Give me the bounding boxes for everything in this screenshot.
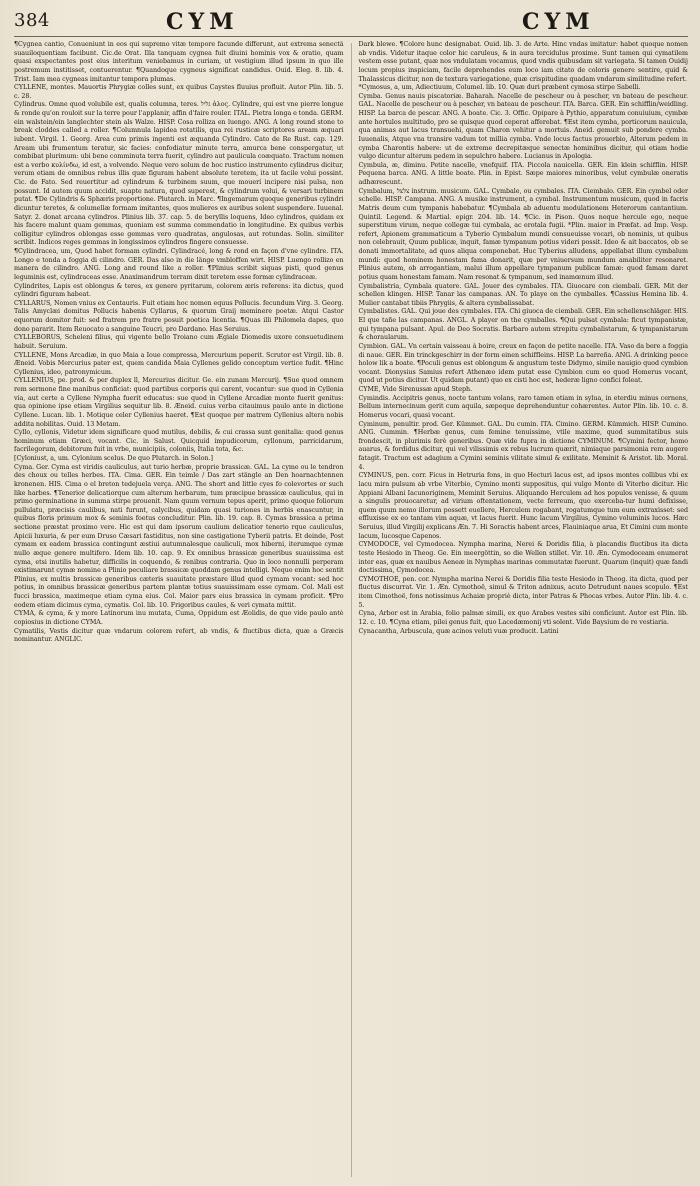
entry-paragraph: Cylindrites, Lapis est oblongus & teres, ex genere pyritarum, colorem æris referens: ita dictus, quod cylindri figuram habeat. (14, 282, 344, 299)
entry-paragraph: Cymbalistria, Cymbala quatere. GAL. Jouer des cymbales. ITA. Giuocare con ciembali. GER. Mit der schellen klingen. HISP. Tanar las campanas. AN. To playe on the cymballes. ¶Cassius Hemina lib. 4. Mulier cantabat tibiis Phrygiis, & altera cymbalissabat. (358, 282, 688, 307)
two-column-body (14, 41, 688, 1181)
entry-paragraph: CYLLEBORUS, Scheleni filius, qui vigente bello Troiano cum Ægiale Diomedis uxore consuetudinem habuit. Seruium. (14, 334, 344, 350)
left-column (14, 41, 344, 1181)
page-number: 384 (14, 10, 50, 31)
entry-paragraph: CYLLENE, montes. Mauortis Phrygiæ colles sunt, ex quibus Caystes fluuius profluit. Autor Plin. lib. 5. c. 28. (14, 84, 344, 100)
entry-paragraph: *Cymosus, a, um, Adiectiuum, Columel. lib. 10. Quæ duri præbent cymosa stirpe Sabelli. (358, 84, 641, 92)
entry-paragraph: Cymindis. Accipitris genus, nocte tantum volans, raro tamen etiam in sylua, in eterdiu minus cernens, Bellum internecinum gerit cum aquila, sæpeque deprehenduntur cohærentes. Autor Plin. lib. 10. c. 8. Homerus vocari, quasi vocant. (358, 394, 688, 419)
column-divider (351, 43, 352, 1177)
left-running-head: CYM (166, 9, 239, 35)
entry-paragraph: CYMODOCE, vel Cymodocea. Nympha marina, Nerei & Doridis filia, à placandis fluctibus ita dicta teste Hesiodo in Theog. Ge. Ein meergöttin, so die Wellen stillet. Vir. 10. Æn. Cymodoceam enumerat inter eas, quæ ex nauibus Aeneæ in Nymphas marinas commutatæ fuerunt. Quarum (inquit) quæ fandi doctissima, Cymodocea. (358, 541, 688, 575)
entry-paragraph: Cymbalum, צלצל instrum. musicum. GAL. Cymbale, ou cymbales. ITA. Ciembalo. GER. Ein cymbel oder schelle. HISP. Campana. ANG. A musike instrument, a cymbal. Instrumentum musicum, quod in facris Matris deum cum tympanis habebatur. ¶Cymbala ab aduentu modulationem Heterorum cantantium. Quintil. Legend. & Martial. epigr. 204. lib. 14. ¶Cic. in Pison. Quos neque hercule ego, neque superstitum virum, neque collegæ tui cymbala, ac erotala fugii. *Plin. maior in Præfat. ad Imp. Vesp. refert, Apionem grammaticum a Tyberio Cymbalum mundi consueuisse vocari, ob nominis, ut quibus non celebrauit, Quum publicæ, inquit, famæ tympanum potius videri possit. Ideo & ait baccatos, ob se donati immortalitate, ad quos aliqua componebat. Huc Tyberius alludens, appellabat illum cymbalum mundi: quod hominem honestam fama donarit, quæ per vniuersum mundum amabiliter resonaret. Plinius autem, ob arrogantiam, malui illum appellare tympanum publicæ famæ: quod famam daret potius quam honestam famam. Nam resonat & tympanum, sed inamœnum illud. (358, 187, 688, 281)
entry-paragraph: Cynacantha, Arbuscula, quæ acinos veluti vuæ producit. Latini (358, 627, 559, 635)
entry-paragraph: Cymba. Genus nauis piscatoriæ. Baharah. Nacelle de pescheur ou à pescher, vn bateau de pescheur. GAL. Nacelle de pescheur ou à pescher, vn bateau de pescheur. ITA. Barca. GER. Ein schifflin/weidling. HISP. La barca de pescar. ANG. A boate. Cic. 3. Offic. Opipare à Pythio, apparatum conuiuium, cymbæ ante hortulos multitudo, pro se quisque quod ceperat afferebat. ¶Est item cymba, porticorum nauicula, qua animas aut lacus transuehi, quam Charon vehitur a mortuis. Aneid. gemuit sub pondere cymba. Iuuenalis, Atque vna transire vadum tot millia cymba. Vnde locus factus prouerbio, Alterum pedem in cymba Charontis habere: ut de extreme decrepitæque senectæ hominibus dicitur, qui etiam hodie vulgo dicuntur alterum pedem in sepulchro habere. Lucianus in Apologia. (358, 92, 688, 161)
right-running-head: CYM (522, 9, 595, 35)
entry-paragraph: CYLLARUS, Nomen vnius ex Centauris. Fuit etiam hoc nomen equus Pollucis. fecundum Virg. 3. Georg. Talis Amyclæi domitus Pollucis habenis Cyllarus, & quorum Graij meminere poetæ. Atqui Castor equorum domitor fuit: sed fratrem pro fratre posuit poetica licentia. ¶Quas illi Philomela dapes, quo dono pararit. Item Reuocato a sanguine Teucri, pro Dardano. Has Seruius. (14, 299, 344, 333)
right-column (358, 41, 688, 1181)
entry-paragraph: Cyminum, penultir. prod. Ger. Kümmet. GAL. Du cumin. ITA. Cimino. GERM. Kümmich. HISP. Cumino. ANG. Cummin. ¶Herbæ genus, cum femine tenuissime, vtile maxime, quod summitatibus suis frondescit, in plurimis ferè generibus. Quæ vide fupra in dictione CYMINUM. ¶Cymini fector, homo auarus, & fordidus dicitur, qui vel vilissimis ex rebus lucrum quærit, nimiaque parsimonia rem augere fatagit. Tractum est adagium a Cymini seminis vilitate simul & exilitate. Meminit & Aristot. lib. Moral. 4. (358, 420, 688, 471)
entry-paragraph: CYLLENIUS, pe. prod. & per duplex ll, Mercurius dicitur. Ge. ein zunam Mercurij. ¶Sue quod omnem rem sermone fine manibus conficiat: quod partibus corporis qui carent, vocantur: sue quod in Cyllenia via, aut certe a Cyllene Nympha fuerit educatus: sue quod in Cyllene Arcadiæ monte fuerit genitus: qua opinione ipse etiam Virgilius sequitur lib. 8. Æneid. cuius verba citauimus paulo ante in dictione Cyllene. Lucan. lib. 1. Motique celer Cyllenius haeret. ¶Est quoque per matrem Cyllenius altera nobis addita nobilitas. Ouid. 13 Metam. (14, 377, 344, 428)
entry-paragraph: CYME, Vide Sirenussæ apud Steph. (358, 386, 473, 393)
entry-paragraph: CYMOTHOE, pen. cor. Nympha marina Nerei & Doridis filia teste Hesiodo in Theog. ita dicta, quod per fluctus discurrat. Vir. 1. Æn. Cymothoë, simul & Triton adnixus, acuto Detrudunt naues scopulo. ¶Est item Cimothoë, fons notissimus Achaiæ propriè dicta, inter Patras & Phocas vrbes. Autor Plin. lib. 4. c. 5. (358, 575, 688, 609)
entry-paragraph: Cyna, Arbor est in Arabia, folio palmæ simili, ex quo Arabes vestes sibi conficiunt. Autor est Plin. lib. 12. c. 10. ¶Cyna etiam, pilei genus fuit, quo Lacedæmonij vti solent. Vide Baysium de re vestiaria. (358, 610, 688, 626)
entry-paragraph: [Cyloniust, a, um. Cylonium scelus. De quo Plutarch. in Solon.] (14, 455, 213, 462)
page-header (14, 10, 688, 37)
entry-paragraph: Dark blewe. ¶Colore hunc designabat. Ouid. lib. 3. de Arte. Hinc vndas imitatur: habet quoque nomen ab vndis. Videtur itaque color hic caruleus, & in aura tercidulus proxime. Sunt tamen qui cymatilem vestem esse putant, quæ nos vndulatam vocamus, quod vndis quibusdam sit variegata. Si tamen Ouidij locum propius inspiciam, facile deprehendes eum loco iam citato de coloris genere sentire, quid & Thalassicus dicitur, non de textura variegatione, quæ crispitudine quadam vndarum similitudine refert. (358, 41, 688, 83)
entry-paragraph: CYMINUS, pen. corr. Ficus in Hetruria fons, in quo Hecturi lacus est, ad ipsos montes collibus vbi ex lacu mira pulsum ab vrbe Viterbio, Cymino monti suppositus, qui vulgo Monte di Viterbo dicitur. Hic Appiani Albani Iacunoriginem, Meminit Seruius. Aliquando Herculem ad hos populos venisse, & quum a singulis prouocaretur, ad virium oftentationem, vecte ferreum, quo exerceba-tur humi defixisse, quem quum nemo illorum possett euellere, Herculem rogabant, rogatumque tum eum extraxisset: sed effluxisse ex eo tantam vim aquæ, vt lacus fuerit. Hunc lacum Virgilius, Cymino voluminis lucos. Hæc Seruius, illud Virgilij explicans Æn. 7. Hi Soractis habent arces, Flauiniaque arua, Et Cimini cum monte lacum, lucosque Capenos. (358, 472, 688, 540)
entry-paragraph: Cymatilis, Vestis dicitur quæ vndarum colorem refert, ab vndis, & fluctibus dicta, quæ a Græcis nominantur. ANGLIC. (14, 627, 344, 644)
entry-paragraph: Cymbion. GAL. Vn certain vaisseau à boire, creux en façon de petite nacelle. ITA. Vaso da bere a foggia di naue. GER. Ein trinckgeschirr in der form einen schiffleins. HISP. La barreña. ANG. A drinking peece holow lik a boate. ¶Poculi genus est oblongum & angustum teste Didymo, simile nauigio quod cymbion vocant. Dionysius Samius refert Athenæo idem putat esse Cymbion cum eo quod Homerus vocant, quod ut potius dicitur. Ut quidam putant) quo ex cisti hoc est, hederæ ligno confici foleat. (358, 342, 688, 385)
entry-paragraph: CYMA, & cyma, & y more Latinorum inu mutata, Cuma, Oppidum est Æolidis, de quo vide paulo antè copiosius in dictione CYMA. (14, 610, 344, 626)
entry-paragraph: CYLLENE, Mons Arcadiæ, in quo Maia a Ioue compressa, Mercurium peperit. Scrutor est Virgil. lib. 8. Æneid. Vobis Mercurius pater est, quem candida Maia Cyllenes gelido conceptum vertice fudit. ¶Hinc Cyllenius, ideo, patronymicum. (14, 351, 344, 376)
entry-paragraph: Cymbula, æ, diminu. Petite nacelle, vnefquif. ITA. Piccola nauicella. GER. Ein klein schifflin. HISP. Pequena barca. ANG. A little boate. Plin. in Epist. Sæpe maiores minoribus, velut cymbulæ oneratis adhærescunt. (358, 161, 688, 186)
entry-paragraph: ¶Cygnea cantio, Conueniunt in eos qui supremo vitæ tempore facunde differunt, aut extrema senectâ suauiloquentiam facibunt. Cic.de Orat. Illa tanquam cygnea fuit diuini hominis vox & oratio, quam quasi exspectantes post eius interitum veniebamus in curiam, ut vestigium illud ipsum in quo ille postremum institisset, contuerentur. ¶Quandoque cygneus significat candidus. Ouid. Eleg. 8. lib. 4. Trist. Iam mea cygneas imitantur tempora plumas. (14, 41, 344, 83)
entry-paragraph: Cymbalistes. GAL. Qui joue des cymbales. ITA. Chi giuoca de ciembali. GER. Ein schellenschläger. HIS. El que tañe las campanas. ANGL. A player on the cymballes. ¶Qui pulsat cymbala: ficut tympanistæ, qui tympana pulsant. Apul. de Deo Socratis. Barbaro autem strepitu cymbalistarum, & tympanistarum & choraularum. (358, 308, 688, 342)
entry-paragraph: ¶Cylindracea, um, Quod habet formam cylindri. Cylindracé, long & rond en façon d'vne cylindre. ITA. Longo e tonda a foggia di cilindro. GER. Das also in die länge vmbloffen wirt. HISP. Luengo rollizo en manera de cilindro. ANG. Long and round like a roller. ¶Plinius scribit siquas pisti, quod genus leguminis est, cylindraceas esse. Anaximandrum terram dixit teretem esse formæ cylindraceæ. (14, 248, 344, 281)
entry-paragraph: Cylindrus. Omne quod volubile est, qualis columna, teres. גליל ἁλος. Cylindre, qui est vne pierre longue & ronde qu'on rouloit sur la terre pour l'applanir, affin d'faire rouler. ITAL. Pietra longa e tonda. GERM. ein walstein/ein langlechter stein als Walze. HISP. Cosa rolliza en luengo. ANG. A long round stone to break cloddes called a roller. ¶Columnula lapidea rotatilis, qua rei rusticæ scriptores aream æquari iubent. Virgil. 1. Georg. Area cum primis ingenti est æquanda Cylindro. Cato de Re Rust. cap. 129. Aream ubi frumentum teratur, sic facies: confodiatur minute terra, amurca bene conspergatur, ut combibat plurimum: ubi bene comminuta terra fuerit, cylindro aut paulicula coæquato. Tractum nomen est a verbo κυλίνδω, id est, a volvendo. Neque vero solum de hoc rustico instrumento cylindrus dicitur, verum etiam de omnibus rebus illis quæ figuram habent absolute teretem, ita ut facile volui possint. Cic. de Fato. Sed reuertitur ad cylindrum & turbinem suum, que mouerí incipere nisi pulsa, non possunt. Id autem quum accidit, suapte natura, quod superest, & cylindrum volui, & versari turbinem putat. ¶De Cylindris & Sphæris proportione. Plutarch. in Marc. ¶Ingemarum quoque generibus cylindri dicuntur teretes, & columellæ formam imitantes, quos mulieres ex auribus solent suspendere. Iuuenal. Satyr. 2. donat arcana cylindros. Plinius lib. 37. cap. 5. de beryllis loquens, Ideo cylindros, quidam ex his facere malunt quam gemmas, quoniam est summa commendatio in longitudine. Ex quibus verbis colligitur cylindros oblongas esse gemmas vero quadratas, angulosas, aut rotundas. Solin. similiter scribit. Indicos reges gemmas in longissimos cylindros fingere consuesse. (14, 101, 344, 247)
entry-paragraph: Cyma. Ger. Cyma est viridis cauliculus, aut turio herbæ, proprie brassicæ. GAL. La cyme ou le tendron des choux ou telles herbes. ITA. Cima. GER. Ein teimle / Das zart stängle an Den hoarnachtennen kronenen. HIS. Cima o el breton tedejuela verça. ANG. The short and little cyes fo colevortes or such like harbes. ¶Tenerior delicatiorque cum alterum herbarum, tum præcipue brassicæ cauliculus, qui in primo germinatione in summa stirpe prouenit. Nam quum vernum tepus aperit, primo quoque foliorum pullulatu, præcisis caulibus, nati furunt, calycibus, quidam quasi turiones in herbis enascuntur, in quibus floris primum mox & seminis foetus concluditur. Plin. lib. 19. cap. 8. Cymas brassica a prima sectione præstat proximo vere. Hic est qui dam ipsorum caulium delicatior tenerio rque cauliculus, Apicii luxuria, & per eum Druso Cæsari fastiditus, non sine castigatione Tyberii patris. Et deinde, Post cymam ex eadem brassica contingunt æstiui autumnalesque cauliculi, mox hiberni, iterumque cymæ nullo æque genere multifero. Idem lib. 10. cap. 9. Ex omnibus brassicæ generibus suauissima est cyma, etsi inutilis habetur, difficilis in coquendo, & renibus contraria. Quo in loco nonnulli perperam existimarunt cymæ nomine a Plinio peculiare brassicæ quoddam genus intelligi. Neque enim hoc sentit Plinius, ex multis brassicæ generibus cæteris suauitate præstare illud quod cymam vocant: sed hoc potius, in omnibus brassicæ generibus partem plantæ totius suauissimam esse cymam. Col. Mali est fucci brassica, maximeque etiam cyma eius. Col. Maior pars eius brassica in cymam proficit. ¶Pro eodem etiam dicimus cyma, cymatis. Col. lib. 10. Frigoribus caules, & veri cymata mittit. (14, 463, 344, 609)
entry-paragraph: Cyllo, cyllonis, Videtur idem significare quod mutilus, debilis, & cui crassa sunt genitalia: quod genus hominum etiam Græci, vocant. Cic. in Salust. Quicquid impudicorum, cyllonum, parricidarum, facrilegorum, debitorum fuit in vrbe, municipiis, coloniis, Italia tota, &c. (14, 429, 344, 454)
